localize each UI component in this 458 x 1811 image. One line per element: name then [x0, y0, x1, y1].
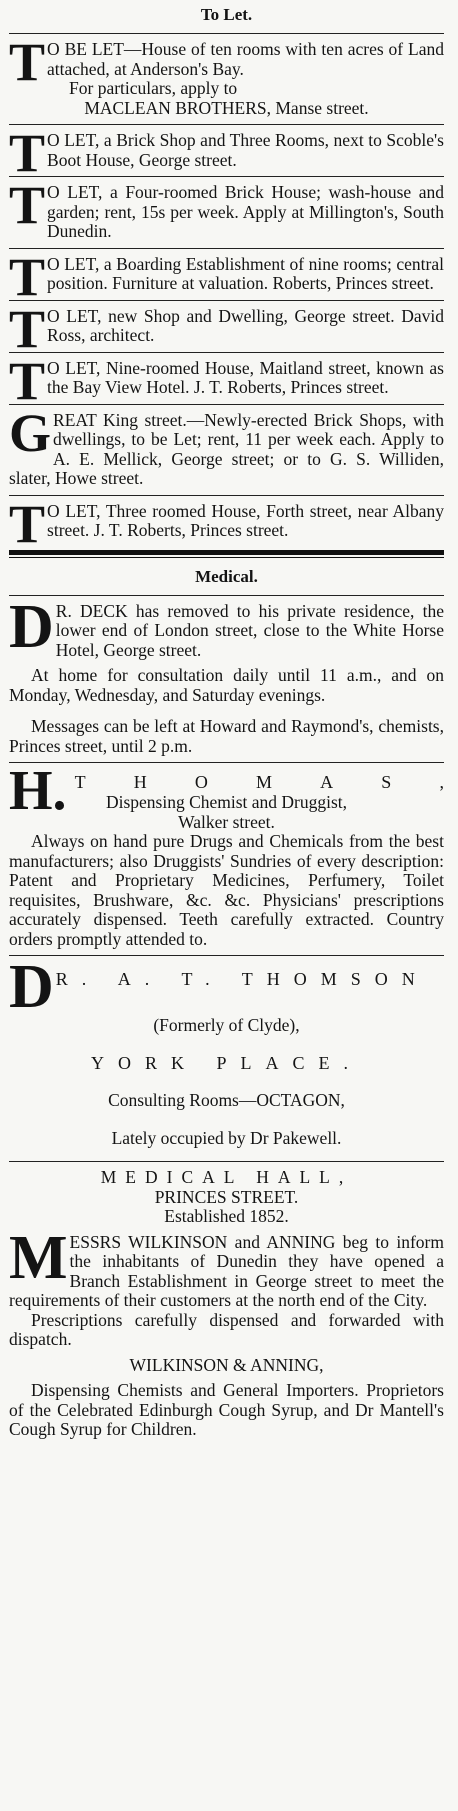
to-let-ad-boarding	[9, 246, 444, 307]
drop-cap: T	[9, 246, 44, 307]
drop-cap: D	[9, 592, 52, 661]
divider	[9, 300, 444, 301]
section-title-medical: Medical.	[195, 566, 258, 586]
to-let-ad-brick-shop	[9, 123, 444, 183]
ad-text: WILKINSON & ANNING,	[129, 1354, 324, 1375]
ad-text: For particulars, apply to	[69, 78, 238, 98]
ad-text: O BE LET—House of ten rooms with ten acres of Land attached, at Anderson's Bay.	[47, 39, 444, 79]
drop-cap: M	[9, 1223, 66, 1292]
drop-cap: T	[9, 350, 44, 411]
to-let-ad-king-street	[9, 402, 444, 492]
divider	[9, 352, 444, 353]
divider	[9, 404, 444, 405]
drop-cap: T	[9, 493, 44, 554]
drop-cap: T	[9, 175, 44, 235]
advertisement-column	[9, 0, 444, 1443]
ad-text: Prescriptions carefully dispensed and forwarded with dispatch.	[9, 1309, 444, 1349]
ad-text: REAT King street.—Newly-erected Brick Shops, with dwellings, to be Let; rent, 11 per week each. Apply to A. E. Mellick, George street; or to G. S. Williden, slater, Howe street.	[9, 409, 444, 488]
ad-text: PRINCES STREET.	[154, 1186, 299, 1207]
to-let-ad-shop-dwelling	[9, 298, 444, 359]
divider	[9, 955, 444, 956]
ad-text: O LET, a Brick Shop and Three Rooms, next to Scoble's Boot House, George street.	[47, 130, 444, 170]
ad-text: O LET, new Shop and Dwelling, George street. David Ross, architect.	[47, 305, 444, 345]
ad-text: Dispensing Chemists and General Importers. Proprietors of the Celebrated Edinburgh Cough Syrup, and Dr Mantell's Cough Syrup for Children.	[9, 1380, 444, 1439]
ad-text: Always on hand pure Drugs and Chemicals from the best manufacturers; also Druggists' Sundries of every description: Patent and Proprietary Medicines, Perfumery, Toilet requisites, Brushware, &c. &c. Physicians' prescriptions accurately dispensed. Teeth carefully extracted. Country orders promptly attended to.	[9, 831, 444, 949]
medical-ad-hall	[9, 1165, 444, 1443]
to-let-ad-andersons-bay	[9, 32, 444, 121]
divider	[9, 248, 444, 249]
divider	[9, 495, 444, 496]
ad-text: Walker street.	[178, 811, 275, 832]
ad-text: O LET, a Four-roomed Brick House; wash-house and garden; rent, 15s per week. Apply at Millington's, South Dunedin.	[47, 182, 444, 241]
divider	[9, 762, 444, 763]
ad-text: MACLEAN BROTHERS, Manse street.	[84, 97, 369, 118]
divider	[9, 176, 444, 177]
section-title-to-let: To Let.	[200, 5, 253, 24]
drop-cap: H.	[9, 760, 67, 822]
drop-cap: G	[9, 402, 50, 463]
drop-cap: D	[9, 953, 52, 1021]
ad-text: Dispensing Chemist and Druggist,	[105, 792, 348, 812]
ad-text: O LET, Three roomed House, Forth street, near Albany street. J. T. Roberts, Princes street.	[47, 500, 444, 540]
divider	[9, 33, 444, 34]
section-divider	[9, 550, 444, 558]
divider	[9, 1161, 444, 1162]
ad-text: Lately occupied by Dr Pakewell.	[111, 1127, 342, 1148]
ad-text: O LET, Nine-roomed House, Maitland street, known as the Bay View Hotel. J. T. Roberts, Princes street.	[47, 357, 444, 397]
ad-text: Established 1852.	[164, 1206, 289, 1226]
ad-text: Consulting Rooms—OCTAGON,	[108, 1090, 345, 1110]
ad-text: Messages can be left at Howard and Raymond's, chemists, Princes street, until 2 p.m.	[9, 716, 444, 756]
drop-cap: T	[9, 123, 44, 183]
divider	[9, 595, 444, 596]
divider	[9, 124, 444, 125]
medical-ad-thomson	[9, 953, 444, 1151]
to-let-ad-maitland	[9, 350, 444, 411]
ad-text: ESSRS WILKINSON and ANNING beg to inform the inhabitants of Dunedin they have opened a Branch Establishment in George street to meet the requirements of their customers at the north end of the City.	[9, 1231, 444, 1310]
medical-ad-thomas	[9, 760, 444, 952]
drop-cap: T	[9, 32, 44, 92]
ad-text: R. DECK has removed to his private residence, the lower end of London street, close to the White Horse Hotel, George street.	[55, 600, 444, 660]
ad-text: (Formerly of Clyde),	[153, 1015, 300, 1035]
to-let-ad-four-roomed	[9, 175, 444, 245]
to-let-ad-forth-street	[9, 493, 444, 554]
ad-text: YORK PLACE.	[90, 1052, 362, 1073]
ad-heading: MEDICAL HALL,	[100, 1167, 353, 1187]
ad-heading: R. A. T. THOMSON	[55, 969, 429, 989]
ad-text: At home for consultation daily until 11 a.m., and on Monday, Wednesday, and Saturday evenings.	[9, 665, 444, 705]
medical-ad-deck	[9, 592, 444, 760]
spaced-name: T H O M A S ,	[74, 772, 444, 792]
drop-cap: T	[9, 298, 44, 359]
ad-text: O LET, a Boarding Establishment of nine rooms; central position. Furniture at valuation. Roberts, Princes street.	[47, 253, 444, 293]
